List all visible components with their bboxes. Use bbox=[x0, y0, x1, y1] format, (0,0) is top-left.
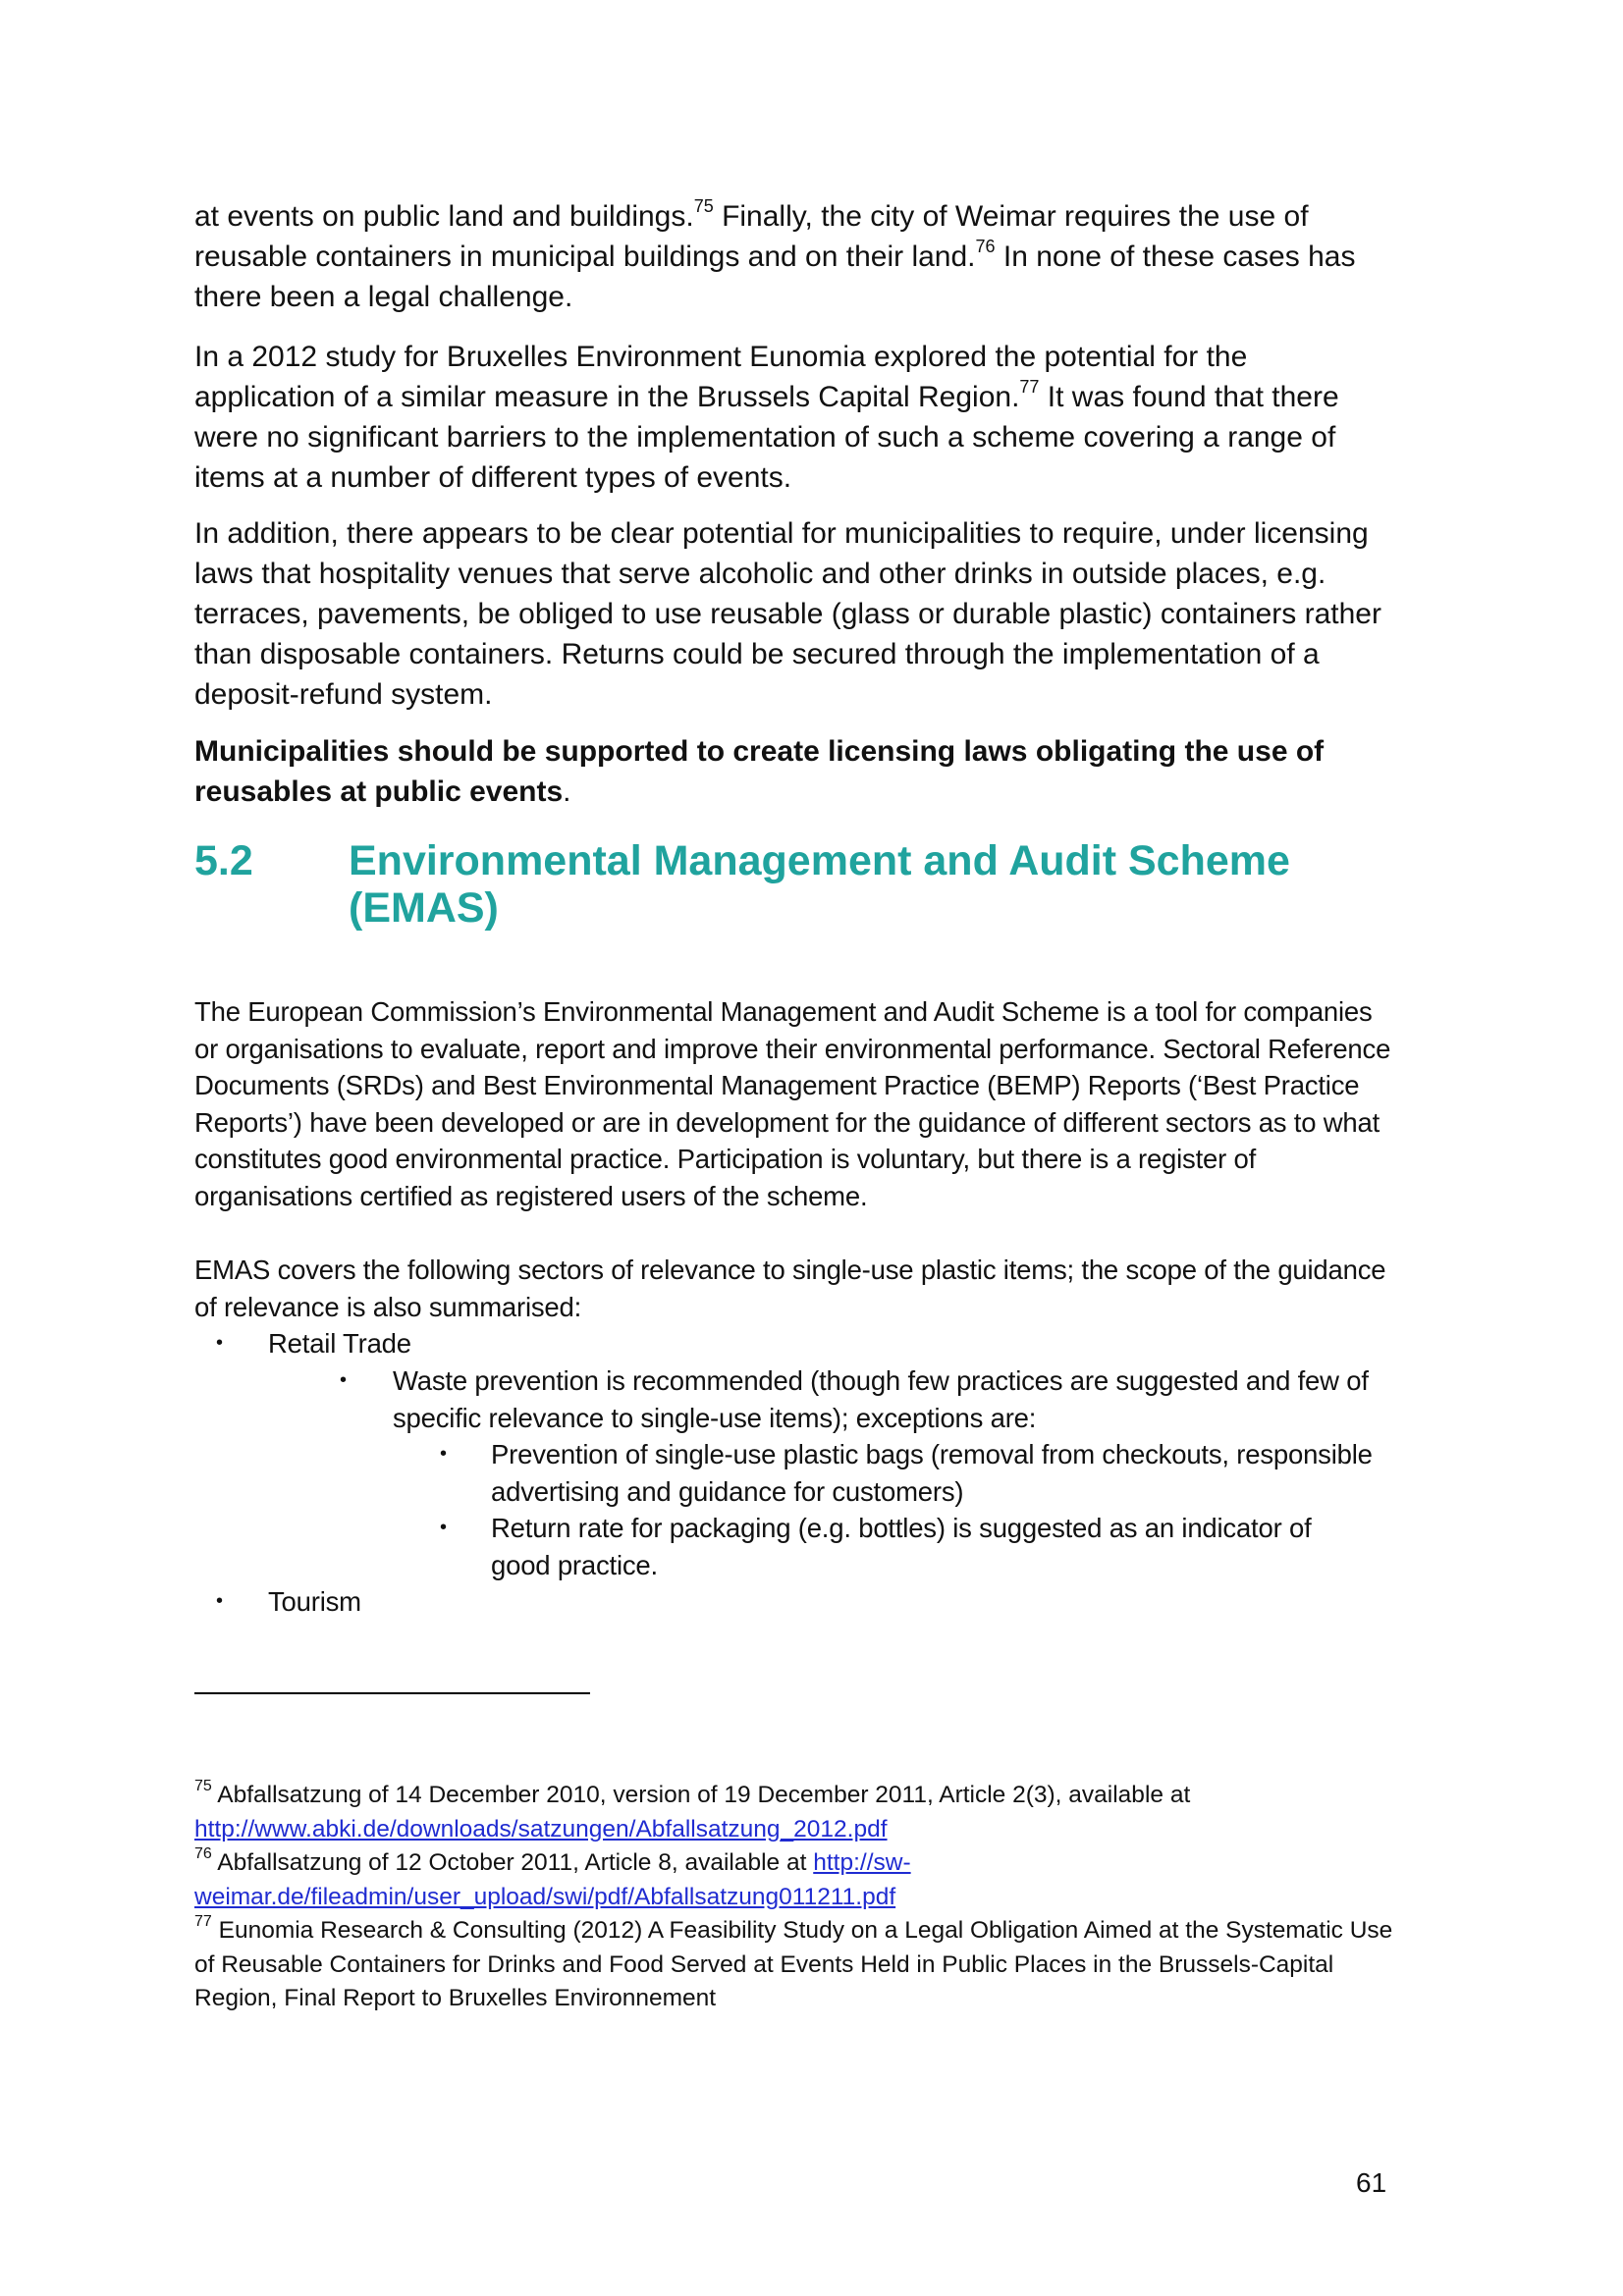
footnote-text: Abfallsatzung of 12 October 2011, Article 8, available at bbox=[211, 1849, 814, 1876]
paragraph-text: In none of these cases has there been a legal challenge. bbox=[194, 240, 1356, 313]
paragraph-reusable-containers bbox=[194, 196, 1387, 317]
paragraph-emas-intro: The European Commission’s Environmental Management and Audit Scheme is a tool for companies or organisations to evaluate, report and improve their environmental performance. Sectoral Reference Documents (SRDs) and Best Environmental Management Practice (BEMP) Reports (‘Best Practice Reports’) have been developed or are in development for the guidance of different sectors as to what constitutes good environmental practice. Participation is voluntary, but there is a register of organisations certified as registered users of the scheme. bbox=[194, 996, 1391, 1211]
paragraph-text: In a 2012 study for Bruxelles Environment Eunomia explored the potential for the application of a similar measure in the Brussels Capital Region. bbox=[194, 341, 1248, 413]
footnote-76 bbox=[194, 1846, 1397, 1914]
paragraph-recommendation bbox=[194, 731, 1387, 812]
list-item-tourism: Tourism bbox=[268, 1586, 361, 1617]
footnote-number: 76 bbox=[194, 1845, 212, 1862]
recommendation-period: . bbox=[563, 775, 571, 808]
footnote-text: Eunomia Research & Consulting (2012) A Feasibility Study on a Legal Obligation Aimed at the Systematic Use of Reusable Containers for Drinks and Food Served at Events Held in Public Places in the Brussels-Capital Region, Final Report to Bruxelles Environnement bbox=[194, 1917, 1393, 2011]
footnote-separator bbox=[194, 1692, 590, 1694]
footnote-ref-75[interactable]: 75 bbox=[693, 196, 714, 216]
footnote-75 bbox=[194, 1779, 1397, 1846]
bullet-marker: • bbox=[440, 1443, 448, 1465]
recommendation-bold-text: Municipalities should be supported to create licensing laws obligating the use of reusables at public events bbox=[194, 735, 1325, 808]
paragraph-licensing-laws: In addition, there appears to be clear potential for municipalities to require, under licensing laws that hospitality venues that serve alcoholic and other drinks in outside places, e.g. terraces, pavements, be obliged to use reusable (glass or durable plastic) containers rather than disposable containers. Returns could be secured through the implementation of a deposit-refund system. bbox=[194, 517, 1381, 711]
footnote-77 bbox=[194, 1914, 1397, 2016]
bullet-marker: • bbox=[340, 1369, 348, 1391]
paragraph-text: at events on public land and buildings. bbox=[194, 200, 694, 233]
paragraph-text: It was found that there were no significant barriers to the implementation of such a scheme covering a range of items at a number of different types of events. bbox=[194, 381, 1339, 494]
footnote-link[interactable]: http://sw-weimar.de/fileadmin/user_upload/swi/pdf/Abfallsatzung011211.pdf bbox=[194, 1849, 911, 1910]
page-number: 61 bbox=[1356, 2167, 1387, 2198]
bullet-marker: • bbox=[216, 1590, 224, 1612]
paragraph-text: Finally, the city of Weimar requires the use of reusable containers in municipal buildings and on their land. bbox=[194, 200, 1309, 273]
list-item-plastic-bags: Prevention of single-use plastic bags (removal from checkouts, responsible advertising and guidance for customers) bbox=[491, 1439, 1373, 1507]
section-title: Environmental Management and Audit Scheme (EMAS) bbox=[349, 837, 1290, 932]
footnote-link[interactable]: http://www.abki.de/downloads/satzungen/Abfallsatzung_2012.pdf bbox=[194, 1815, 888, 1842]
paragraph-eunomia-study bbox=[194, 337, 1387, 498]
paragraph-emas-sectors: EMAS covers the following sectors of relevance to single-use plastic items; the scope of the guidance of relevance is also summarised: bbox=[194, 1255, 1386, 1322]
bullet-marker: • bbox=[440, 1517, 448, 1538]
bullet-marker: • bbox=[216, 1332, 224, 1354]
footnote-text: Abfallsatzung of 14 December 2010, version of 19 December 2011, Article 2(3), available at bbox=[211, 1782, 1191, 1808]
footnote-number: 77 bbox=[194, 1913, 212, 1930]
footnote-number: 75 bbox=[194, 1778, 212, 1794]
list-item-retail-trade: Retail Trade bbox=[268, 1328, 411, 1359]
list-item-waste-prevention: Waste prevention is recommended (though few practices are suggested and few of specific relevance to single-use items); exceptions are: bbox=[393, 1365, 1369, 1433]
section-number: 5.2 bbox=[194, 837, 253, 884]
footnote-ref-77[interactable]: 77 bbox=[1019, 377, 1040, 397]
list-item-return-rate: Return rate for packaging (e.g. bottles) is suggested as an indicator of good practice. bbox=[491, 1513, 1312, 1580]
footnote-ref-76[interactable]: 76 bbox=[975, 237, 996, 256]
